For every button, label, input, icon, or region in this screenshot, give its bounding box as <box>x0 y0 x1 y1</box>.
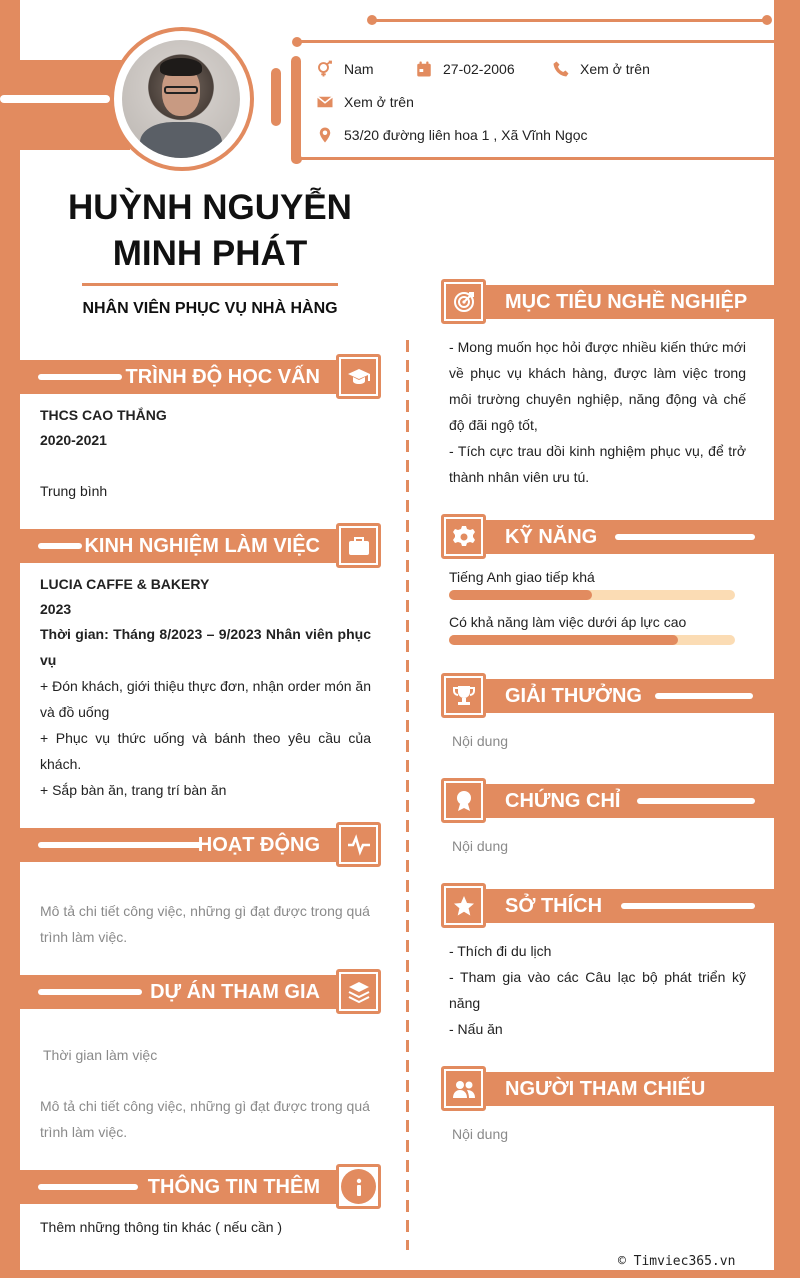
hobby-item: - Tham gia vào các Câu lạc bộ phát triển kỹ năng <box>449 969 746 1011</box>
birthdate-row <box>415 60 515 78</box>
frame-left <box>0 0 20 1278</box>
experience-duty: + Phục vụ thức uống và bánh theo yêu cầu của khách. <box>40 730 371 772</box>
experience-heading <box>20 529 342 563</box>
references-title: NGƯỜI THAM CHIẾU <box>505 1078 706 1100</box>
extra-heading <box>20 1170 342 1204</box>
references-icon-box <box>441 1066 486 1111</box>
avatar <box>122 40 240 158</box>
skill-bar <box>449 635 735 645</box>
phone-icon <box>552 60 570 78</box>
frame-right <box>774 0 800 1278</box>
graduation-cap-icon <box>347 365 371 389</box>
star-icon <box>452 894 476 918</box>
education-grade: Trung bình <box>40 483 108 499</box>
skills-icon-box <box>441 514 486 559</box>
objective-heading <box>485 285 774 319</box>
experience-duty: + Sắp bàn ăn, trang trí bàn ăn <box>40 782 227 798</box>
skill-bar <box>449 590 735 600</box>
briefcase-icon <box>347 534 371 558</box>
experience-icon-box <box>336 523 381 568</box>
skills-title: KỸ NĂNG <box>505 526 598 548</box>
projects-time: Thời gian làm việc <box>43 1047 158 1063</box>
objective-icon-box <box>441 279 486 324</box>
experience-title: KINH NGHIỆM LÀM VIỆC <box>84 535 320 557</box>
hobbies-title: SỞ THÍCH <box>505 895 603 917</box>
decor-dot <box>762 15 772 25</box>
candidate-name: HUỲNH NGUYỄN MINH PHÁT <box>68 188 352 273</box>
hobby-item: - Thích đi du lịch <box>449 943 552 959</box>
decor-dot <box>367 15 377 25</box>
location-pin-icon <box>316 126 334 144</box>
activities-description: Mô tả chi tiết công việc, những gì đạt được trong quá trình làm việc. <box>40 903 370 945</box>
activities-icon-box <box>336 822 381 867</box>
awards-title: GIẢI THƯỞNG <box>505 685 642 707</box>
gender-row <box>316 60 374 78</box>
phone-value: Xem ở trên <box>580 61 650 77</box>
frame-bottom <box>0 1270 800 1278</box>
extra-icon-box <box>336 1164 381 1209</box>
awards-icon-box <box>441 673 486 718</box>
certificates-title: CHỨNG CHỈ <box>505 790 621 812</box>
references-text: Nội dung <box>452 1126 509 1142</box>
projects-title: DỰ ÁN THAM GIA <box>150 981 320 1003</box>
certificates-text: Nội dung <box>452 838 509 854</box>
address-value: 53/20 đường liên hoa 1 , Xã Vĩnh Ngọc <box>344 127 588 143</box>
objective-line: - Tích cực trau dồi kinh nghiệm phục vụ, để trở thành nhân viên ưu tú. <box>449 443 746 485</box>
gear-icon <box>452 525 476 549</box>
projects-description: Mô tả chi tiết công việc, những gì đạt được trong quá trình làm việc. <box>40 1098 370 1140</box>
certificates-heading <box>485 784 774 818</box>
objective-title: MỤC TIÊU NGHỀ NGHIỆP <box>505 291 748 313</box>
education-school: THCS CAO THẮNG <box>40 407 167 423</box>
info-top-line <box>297 40 774 43</box>
header-decor-line <box>0 95 110 103</box>
footer-copyright: © Timviec365.vn <box>618 1254 736 1269</box>
hobbies-icon-box <box>441 883 486 928</box>
top-decor-line <box>372 19 768 22</box>
email-row <box>316 93 414 111</box>
experience-period: Thời gian: Tháng 8/2023 – 9/2023 Nhân viên phục vụ <box>40 626 371 668</box>
skills-heading <box>485 520 774 554</box>
activities-heading <box>20 828 342 862</box>
email-value: Xem ở trên <box>344 94 414 110</box>
experience-company: LUCIA CAFFE & BAKERY <box>40 576 210 592</box>
header-decor-pill <box>271 68 281 126</box>
gender-value: Nam <box>344 61 374 77</box>
gender-icon <box>316 60 334 78</box>
decor-dot <box>292 37 302 47</box>
address-row <box>316 126 588 144</box>
education-icon-box <box>336 354 381 399</box>
users-icon <box>452 1077 476 1101</box>
experience-year: 2023 <box>40 601 72 617</box>
extra-title: THÔNG TIN THÊM <box>147 1176 320 1198</box>
name-underline <box>82 283 338 286</box>
references-heading <box>485 1072 774 1106</box>
hobbies-heading <box>485 889 774 923</box>
extra-text: Thêm những thông tin khác ( nếu cần ) <box>40 1219 283 1235</box>
experience-duty: + Đón khách, giới thiệu thực đơn, nhận order món ăn và đồ uống <box>40 678 371 720</box>
trophy-icon <box>452 684 476 708</box>
calendar-icon <box>415 60 433 78</box>
phone-row <box>552 60 650 78</box>
medal-icon <box>452 789 476 813</box>
pulse-icon <box>347 833 371 857</box>
skill-label: Tiếng Anh giao tiếp khá <box>449 569 595 585</box>
skill-label: Có khả năng làm việc dưới áp lực cao <box>449 614 687 630</box>
objective-line: - Mong muốn học hỏi được nhiều kiến thức mới về phục vụ khách hàng, được làm việc trong môi trường chuyên nghiệp, năng động và chế độ đãi ngộ tốt, <box>449 339 746 433</box>
mail-icon <box>316 93 334 111</box>
column-divider <box>406 340 409 1250</box>
job-title: NHÂN VIÊN PHỤC VỤ NHÀ HÀNG <box>82 300 338 317</box>
education-heading <box>20 360 342 394</box>
awards-heading <box>485 679 774 713</box>
info-bottom-line <box>297 157 774 160</box>
projects-heading <box>20 975 342 1009</box>
decor-dot <box>292 154 302 164</box>
layers-icon <box>347 980 371 1004</box>
awards-text: Nội dung <box>452 733 509 749</box>
birthdate-value: 27-02-2006 <box>443 61 515 77</box>
activities-title: HOẠT ĐỘNG <box>197 834 320 856</box>
info-bracket <box>291 56 301 164</box>
projects-icon-box <box>336 969 381 1014</box>
hobby-item: - Nấu ăn <box>449 1021 503 1037</box>
info-icon <box>347 1175 371 1199</box>
certificates-icon-box <box>441 778 486 823</box>
education-years: 2020-2021 <box>40 432 107 448</box>
education-title: TRÌNH ĐỘ HỌC VẤN <box>125 366 320 388</box>
target-icon <box>452 290 476 314</box>
